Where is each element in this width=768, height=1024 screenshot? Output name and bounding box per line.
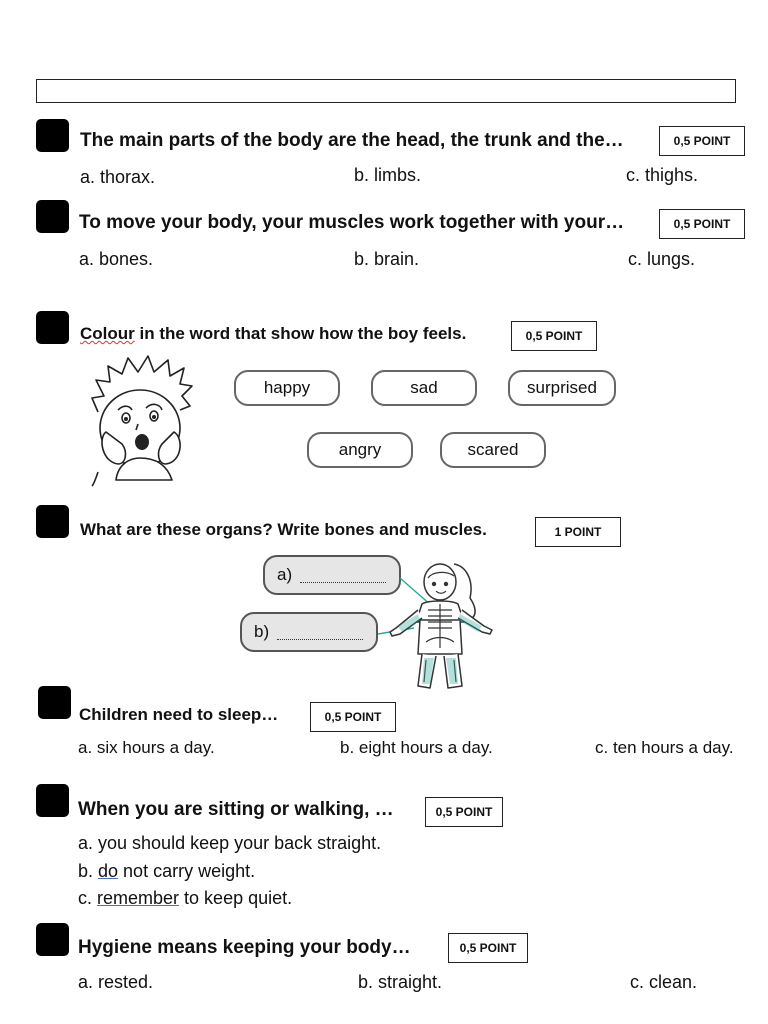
question-3-text <box>80 324 466 344</box>
question-2-points: 0,5 POINT <box>659 209 745 239</box>
name-input-box[interactable] <box>36 79 736 103</box>
question-6-option-b-rest: not carry weight. <box>118 861 256 881</box>
girl-skeleton-illustration <box>378 558 502 694</box>
question-4-text: What are these organs? Write bones and muscles. <box>80 520 487 539</box>
question-6-option-a[interactable]: a. you should keep your back straight. <box>78 833 382 853</box>
word-sad[interactable]: sad <box>371 370 477 406</box>
question-1-option-a[interactable]: a. thorax. <box>80 167 156 187</box>
question-5-option-c[interactable]: c. ten hours a day. <box>595 738 734 757</box>
question-3-bullet <box>36 311 69 344</box>
scared-boy-illustration <box>88 352 213 486</box>
question-6-option-b[interactable] <box>78 861 255 882</box>
question-3-text-rest: in the word that show how the boy feels. <box>134 324 467 343</box>
question-1-text: The main parts of the body are the head, the trunk and the… <box>80 130 624 151</box>
question-6-option-c[interactable] <box>78 888 292 909</box>
question-6-option-c-prefix: c. <box>78 888 98 908</box>
question-7-option-b[interactable]: b. straight. <box>358 972 443 992</box>
question-2-bullet <box>36 200 69 233</box>
label-a-letter: a) <box>277 565 293 584</box>
word-happy[interactable]: happy <box>234 370 340 406</box>
question-5-bullet <box>38 686 71 719</box>
question-4-bullet <box>36 505 69 538</box>
question-2-option-c[interactable]: c. lungs. <box>628 249 696 269</box>
question-1-points: 0,5 POINT <box>659 126 745 156</box>
word-scared[interactable]: scared <box>440 432 546 468</box>
question-7-points: 0,5 POINT <box>448 933 528 963</box>
question-6-option-b-underlined: do <box>98 861 119 881</box>
word-surprised[interactable]: surprised <box>508 370 616 406</box>
question-1-bullet <box>36 119 69 152</box>
question-4-points: 1 POINT <box>535 517 621 547</box>
question-7-bullet <box>36 923 69 956</box>
question-1-option-b[interactable]: b. limbs. <box>354 165 422 185</box>
label-a-answer-line[interactable] <box>300 572 386 583</box>
label-b-letter: b) <box>254 622 270 641</box>
question-2-option-a[interactable]: a. bones. <box>79 249 154 269</box>
question-6-points: 0,5 POINT <box>425 797 503 827</box>
question-6-bullet <box>36 784 69 817</box>
question-6-option-c-underlined: remember <box>97 888 180 908</box>
word-angry[interactable]: angry <box>307 432 413 468</box>
question-5-option-b[interactable]: b. eight hours a day. <box>340 738 493 757</box>
question-5-option-a[interactable]: a. six hours a day. <box>78 738 215 757</box>
question-6-text: When you are sitting or walking, … <box>78 799 394 820</box>
label-b-answer-line[interactable] <box>277 629 363 640</box>
label-b-bubble[interactable] <box>240 612 378 652</box>
question-6-option-c-rest: to keep quiet. <box>179 888 293 908</box>
question-1-option-c[interactable]: c. thighs. <box>626 165 699 185</box>
question-3-points: 0,5 POINT <box>511 321 597 351</box>
question-5-points: 0,5 POINT <box>310 702 396 732</box>
question-3-first-word: Colour <box>80 324 135 343</box>
question-6-option-b-prefix: b. <box>78 861 99 881</box>
question-2-text: To move your body, your muscles work together with your… <box>79 212 625 233</box>
question-5-text: Children need to sleep… <box>79 705 279 724</box>
question-7-option-a[interactable]: a. rested. <box>78 972 154 992</box>
question-2-option-b[interactable]: b. brain. <box>354 249 420 269</box>
question-7-text: Hygiene means keeping your body… <box>78 937 411 958</box>
question-7-option-c[interactable]: c. clean. <box>630 972 698 992</box>
